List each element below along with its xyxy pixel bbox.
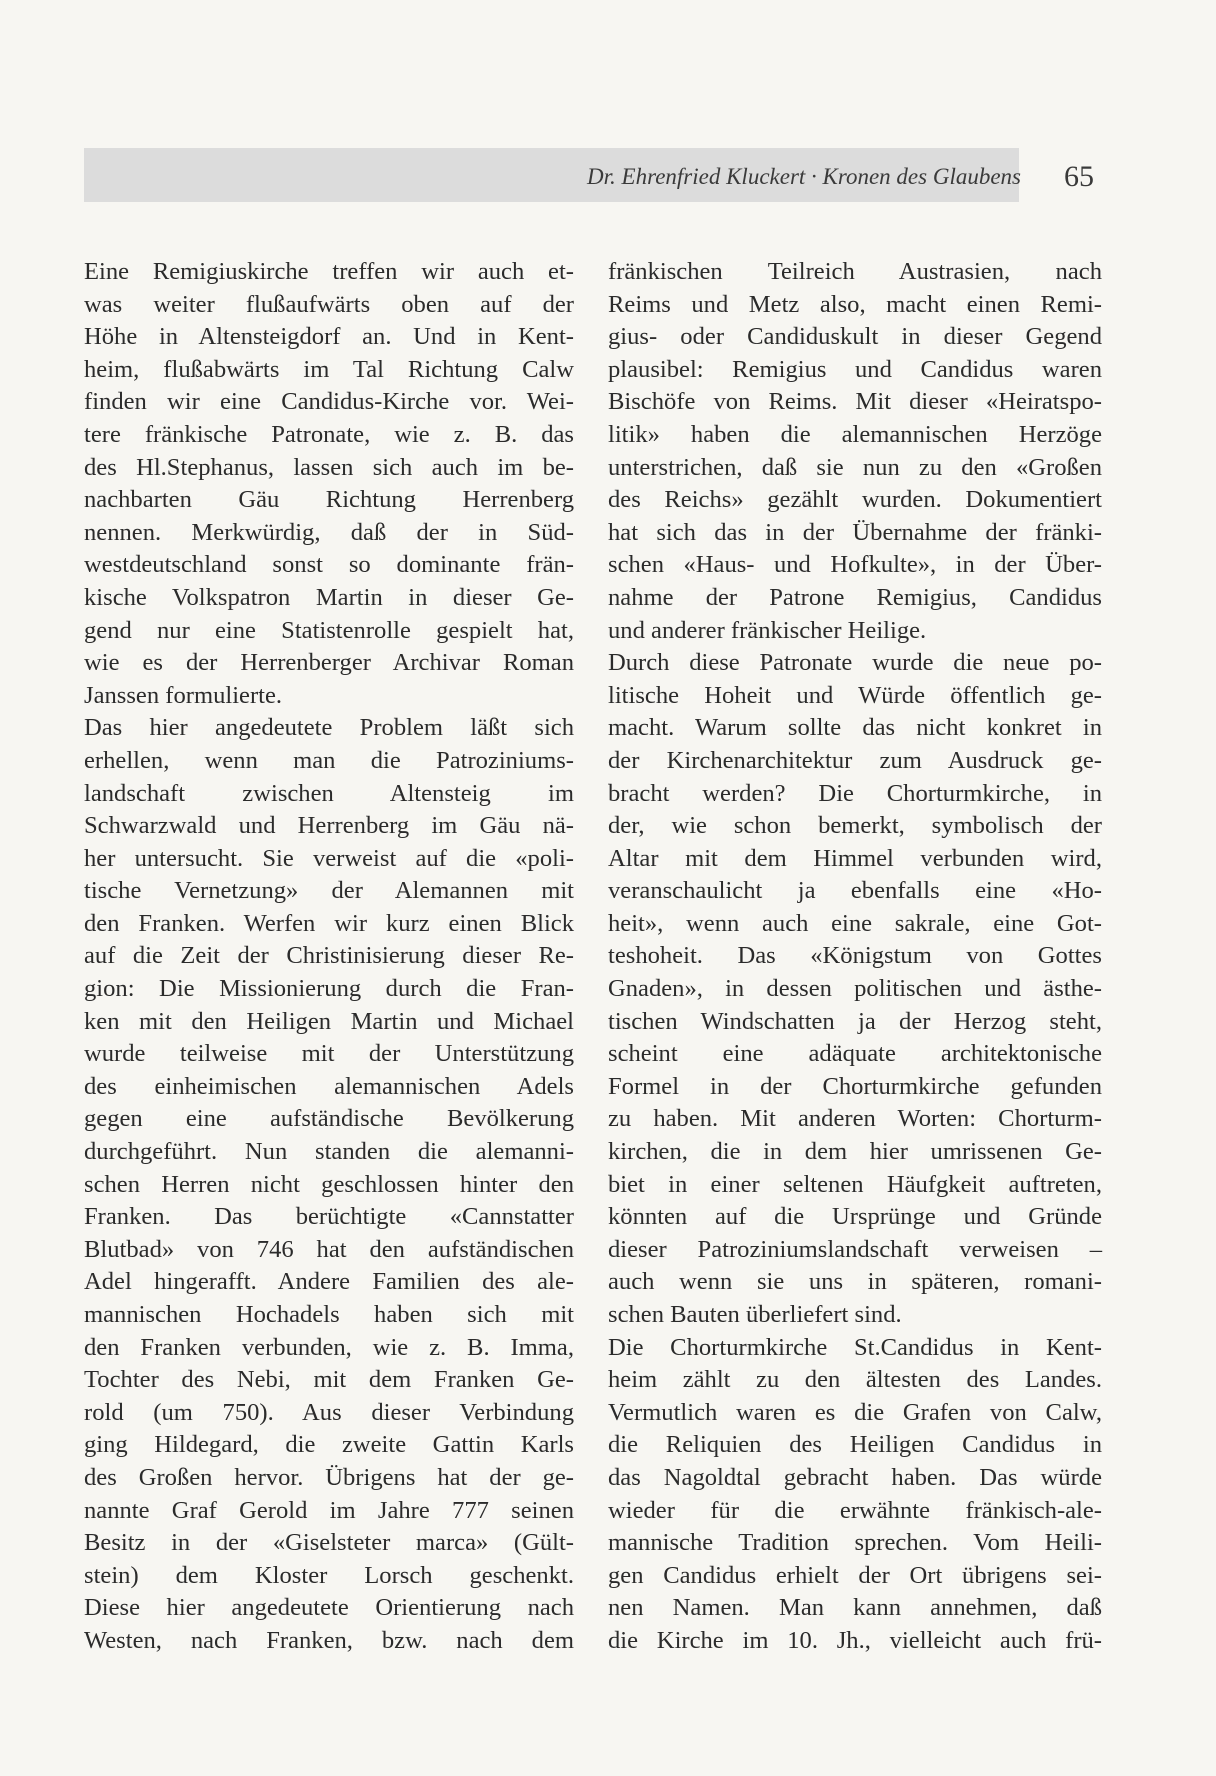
text-line: nen Namen. Man kann annehmen, daß — [608, 1594, 1102, 1622]
text-line: zu haben. Mit anderen Worten: Chorturm- — [608, 1105, 1102, 1133]
text-line: wie es der Herrenberger Archivar Roman — [84, 649, 574, 677]
text-line: Janssen formulierte. — [84, 681, 283, 709]
text-line: tische Vernetzung» der Alemannen mit — [84, 877, 574, 905]
text-line: biet in einer seltenen Häufgkeit auftreten, — [608, 1170, 1102, 1198]
running-head: Dr. Ehrenfried Kluckert · Kronen des Glaubens — [587, 164, 1021, 189]
text-line: scheint eine adäquate architektonische — [608, 1040, 1102, 1068]
text-line: schen «Haus- und Hofkulte», in der Über- — [608, 551, 1102, 579]
text-line: Die Chorturmkirche St.Candidus in Kent- — [608, 1333, 1102, 1361]
text-line: auch wenn sie uns in späteren, romani- — [608, 1268, 1102, 1296]
text-line: tere fränkische Patronate, wie z. B. das — [84, 420, 574, 448]
text-line: das Nagoldtal gebracht haben. Das würde — [608, 1463, 1102, 1491]
text-line: Höhe in Altensteigdorf an. Und in Kent- — [84, 323, 574, 351]
text-line: kische Volkspatron Martin in dieser Ge- — [84, 583, 574, 611]
text-line: macht. Warum sollte das nicht konkret in — [608, 714, 1102, 742]
text-line: schen Bauten überliefert sind. — [608, 1301, 902, 1328]
text-line: veranschaulicht ja ebenfalls eine «Ho- — [608, 877, 1102, 905]
text-line: mannischen Hochadels haben sich mit — [84, 1301, 574, 1328]
text-line: was weiter flußaufwärts oben auf der — [84, 290, 574, 318]
text-line: der, wie schon bemerkt, symbolisch der — [608, 812, 1102, 840]
text-line: Adel hingerafft. Andere Familien des ale- — [84, 1268, 574, 1296]
text-line: plausibel: Remigius und Candidus waren — [608, 355, 1102, 383]
text-line: erhellen, wenn man die Patroziniums- — [84, 746, 574, 774]
text-line: die Reliquien des Heiligen Candidus in — [608, 1431, 1102, 1459]
text-line: Formel in der Chorturmkirche gefunden — [608, 1072, 1102, 1100]
text-line: kirchen, die in dem hier umrissenen Ge- — [608, 1138, 1102, 1166]
text-line: wieder für die erwähnte fränkisch-ale- — [608, 1496, 1102, 1524]
text-line: Reims und Metz also, macht einen Remi- — [608, 290, 1102, 318]
text-line: her untersucht. Sie verweist auf die «poli- — [84, 844, 574, 872]
text-line: litische Hoheit und Würde öffentlich ge- — [608, 681, 1102, 709]
text-line: Schwarzwald und Herrenberg im Gäu nä- — [84, 812, 574, 840]
text-line: ging Hildegard, die zweite Gattin Karls — [84, 1431, 574, 1459]
text-line: Das hier angedeutete Problem läßt sich — [84, 714, 574, 742]
text-line: den Franken verbunden, wie z. B. Imma, — [84, 1333, 574, 1361]
text-line: Westen, nach Franken, bzw. nach dem — [84, 1626, 574, 1654]
text-line: des Hl.Stephanus, lassen sich auch im be- — [84, 453, 574, 481]
text-line: mannische Tradition sprechen. Vom Heili- — [608, 1529, 1102, 1557]
text-line: Franken. Das berüchtigte «Cannstatter — [84, 1203, 574, 1231]
text-line: des Großen hervor. Übrigens hat der ge- — [84, 1463, 574, 1491]
text-line: rold (um 750). Aus dieser Verbindung — [84, 1398, 574, 1426]
text-line: Tochter des Nebi, mit dem Franken Ge- — [84, 1366, 574, 1394]
text-line: fränkischen Teilreich Austrasien, nach — [608, 258, 1102, 285]
text-line: Bischöfe von Reims. Mit dieser «Heiratspo- — [608, 388, 1102, 416]
text-line: gius- oder Candiduskult in dieser Gegend — [608, 323, 1102, 351]
text-line: nannte Graf Gerold im Jahre 777 seinen — [84, 1496, 574, 1524]
text-line: durchgeführt. Nun standen die alemanni- — [84, 1138, 574, 1166]
text-line: tischen Windschatten ja der Herzog steht, — [608, 1007, 1102, 1035]
text-line: stein) dem Kloster Lorsch geschenkt. — [84, 1561, 574, 1589]
text-line: Durch diese Patronate wurde die neue po- — [608, 649, 1102, 677]
text-line: hat sich das in der Übernahme der fränki- — [608, 518, 1102, 546]
text-line: teshoheit. Das «Königstum von Gottes — [608, 942, 1102, 970]
text-line: dieser Patroziniumslandschaft verweisen – — [608, 1235, 1102, 1263]
text-line: Blutbad» von 746 hat den aufständischen — [84, 1235, 574, 1263]
text-line: gen Candidus erhielt der Ort übrigens sei- — [608, 1561, 1102, 1589]
text-line: die Kirche im 10. Jh., vielleicht auch frü- — [608, 1626, 1102, 1654]
page-number: 65 — [1064, 160, 1094, 193]
text-line: Besitz in der «Giselsteter marca» (Gült- — [84, 1529, 574, 1557]
text-line: und anderer fränkischer Heilige. — [608, 616, 927, 644]
text-line: Vermutlich waren es die Grafen von Calw, — [608, 1398, 1102, 1426]
text-line: heim zählt zu den ältesten des Landes. — [608, 1366, 1102, 1394]
text-line: gegen eine aufständische Bevölkerung — [84, 1105, 574, 1133]
text-line: gend nur eine Statistenrolle gespielt hat, — [84, 616, 574, 644]
text-line: unterstrichen, daß sie nun zu den «Großen — [608, 453, 1102, 481]
text-line: könnten auf die Ursprünge und Gründe — [608, 1203, 1102, 1231]
text-line: bracht werden? Die Chorturmkirche, in — [608, 779, 1102, 807]
text-line: des einheimischen alemannischen Adels — [84, 1072, 574, 1100]
text-line: finden wir eine Candidus-Kirche vor. Wei- — [84, 388, 574, 416]
text-line: nahme der Patrone Remigius, Candidus — [608, 583, 1102, 611]
text-line: ken mit den Heiligen Martin und Michael — [84, 1007, 574, 1035]
text-line: Diese hier angedeutete Orientierung nach — [84, 1594, 574, 1622]
text-line: den Franken. Werfen wir kurz einen Blick — [84, 909, 574, 937]
text-line: heim, flußabwärts im Tal Richtung Calw — [84, 355, 574, 383]
text-line: Gnaden», in dessen politischen und ästhe- — [608, 975, 1102, 1003]
text-line: der Kirchenarchitektur zum Ausdruck ge- — [608, 746, 1102, 774]
text-line: wurde teilweise mit der Unterstützung — [84, 1040, 574, 1068]
text-line: nennen. Merkwürdig, daß der in Süd- — [84, 518, 574, 546]
text-line: westdeutschland sonst so dominante frän- — [84, 551, 574, 579]
text-line: schen Herren nicht geschlossen hinter den — [84, 1170, 574, 1198]
text-line: nachbarten Gäu Richtung Herrenberg — [84, 486, 574, 514]
text-line: heit», wenn auch eine sakrale, eine Got- — [608, 909, 1102, 937]
text-line: landschaft zwischen Altensteig im — [84, 779, 574, 807]
left-text-column — [84, 256, 574, 1658]
text-line: Altar mit dem Himmel verbunden wird, — [608, 844, 1102, 872]
right-text-column — [608, 256, 1102, 1658]
text-line: auf die Zeit der Christinisierung dieser Re- — [84, 942, 574, 970]
text-line: litik» haben die alemannischen Herzöge — [608, 420, 1102, 448]
text-line: des Reichs» gezählt wurden. Dokumentiert — [608, 486, 1102, 514]
text-line: gion: Die Missionierung durch die Fran- — [84, 975, 574, 1003]
text-line: Eine Remigiuskirche treffen wir auch et- — [84, 258, 574, 285]
